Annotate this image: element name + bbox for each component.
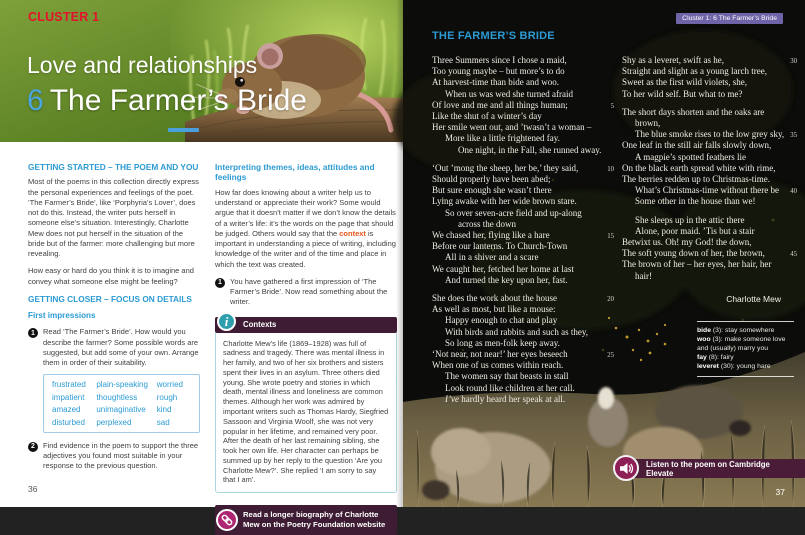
poem-line: The women say that beasts in stall [445, 371, 569, 382]
glossary-entry: bide (3): stay somewhere [697, 326, 775, 334]
task-1 [28, 327, 200, 368]
poem-line: hair! [635, 270, 652, 281]
task-2-text: Find evidence in the poem to support the three adjectives you found most suitable in your response to the previous question. [43, 440, 199, 471]
poem-line: Should properly have been abed; [432, 174, 551, 185]
context-keyword: context [339, 228, 366, 238]
task-writer-text: You have gathered a first impression of ‘The Farmer’s Bride’. Now read something about the writer. [230, 276, 388, 307]
poem-line: She does the work about the house 20 [432, 293, 614, 304]
line-number: 30 [790, 58, 797, 65]
poem-line: Look round like children at her call. [445, 382, 575, 393]
poem-line: Happy enough to chat and play [445, 315, 558, 326]
poem-column-2 [622, 55, 797, 412]
left-page-content [0, 142, 403, 535]
context-paragraph-post: is important in understanding a piece of writing, including knowledge of the writer and of the time and place in which the text was created. [215, 228, 396, 269]
poem-line: We caught her, fetched her home at last [432, 263, 574, 274]
line-number: 35 [790, 132, 797, 140]
poem-line: What’s Christmas-time without there be 40 [622, 185, 797, 196]
unit-number: 6 [27, 84, 44, 117]
poem-line: Three Summers since I chose a maid, [432, 55, 567, 65]
task-1-text: Read ‘The Farmer’s Bride’. How would you describe the farmer? Some possible words are suggested, but add some of your own. Arrange them in order of their suitability. [43, 327, 199, 368]
unit-title [27, 84, 307, 118]
poem-line: On the black earth spread white with rime, [622, 162, 776, 173]
poem-title: THE FARMER’S BRIDE [432, 30, 555, 42]
column-interpreting [215, 158, 397, 535]
word-option: impatient [52, 392, 85, 402]
context-paragraph-pre: How far does knowing about a writer help us to understand or appreciate their work? Some would argue that it doesn’t matter if we don’t know the details of a writer’s life: it’s the words on the page that should be judged. Others would say that the [215, 187, 396, 238]
poem-line: The short days shorten and the oaks are [622, 106, 765, 117]
subheading-first-impressions: First impressions [28, 311, 96, 321]
poem-line: Sweet as the first wild violets, she, [622, 77, 747, 88]
column-getting-started [28, 158, 200, 535]
heading-interpreting: Interpreting themes, ideas, attitudes and feelings [215, 162, 375, 183]
poem-line: The blue smoke rises to the low grey sky, 35 [622, 129, 797, 140]
word-option: frustrated [52, 380, 86, 390]
poem-stanza [432, 293, 614, 405]
line-number: 20 [607, 296, 614, 304]
poem-line: So over seven-acre field and up-along [445, 207, 582, 218]
title-underline [168, 128, 199, 132]
poem-line: One night, in the Fall, she runned away. [458, 144, 602, 155]
task-writer [215, 277, 397, 308]
poem-line: Betwixt us. Oh! my God! the down, [622, 237, 752, 248]
line-number: 40 [790, 188, 797, 196]
poem-line: Alone, poor maid. ’Tis but a stair [635, 225, 755, 236]
line-number: 10 [607, 165, 614, 173]
right-page [403, 0, 805, 507]
word-suggestion-box [43, 374, 200, 433]
poem-stanza [622, 55, 797, 100]
poem-stanza [432, 55, 614, 156]
poem-line: Lying awake with her wide brown stare. [432, 196, 577, 207]
poem-line: brown, [635, 118, 661, 129]
contexts-box [215, 313, 397, 493]
poem-line: Shy as a leveret, swift as he, 30 [622, 55, 797, 66]
word-option: kind [156, 405, 172, 415]
running-header-tag: Cluster 1: 6 The Farmer’s Bride [676, 13, 783, 24]
series-title: Love and relationships [27, 52, 258, 78]
poem-line: Of love and me and all things human; 5 [432, 100, 614, 111]
line-number: 25 [607, 352, 614, 360]
line-number: 45 [790, 251, 797, 259]
poem-line: She sleeps up in the attic there [635, 214, 745, 225]
page-number-left: 36 [28, 484, 38, 494]
poem-line: At harvest-time than bide and woo. [432, 77, 559, 88]
glossary-entry: woo (3): make someone love and (usually) marry you [697, 335, 786, 352]
poem-line: Some other in the house than we! [635, 196, 756, 207]
contexts-box-body: Charlotte Mew’s life (1869–1928) was full of sadness and tragedy. There was mental illness in her family, and two of her six brothers and sisters spent their lives in an asylum. Three others died young. She wrote poetry and stories in which death, mental illness and loneliness are common themes. Although her work was admired by important writers such as Thomas Hardy, Siegfried Sassoon and Virginia Woolf, she was not very popular in her lifetime, and remained very poor. After the death of her last remaining sibling, she took her own life. Her character can perhaps be summed up by her reply to the question ‘Are you Charlotte Mew?’. She replied ‘I am sorry to say that I am’. [215, 333, 397, 493]
poem-line: Before our lanterns. To Church-Town [432, 241, 568, 252]
poem-line: The berries redden up to Christmas-time. [622, 174, 770, 185]
poem-line: But sure enough she wasn’t there [432, 185, 552, 196]
heading-getting-started: GETTING STARTED – THE POEM AND YOU [28, 162, 199, 172]
left-page-header [0, 0, 403, 142]
contexts-box-header [215, 313, 397, 333]
left-page [0, 0, 403, 530]
task-number-badge: 1 [28, 328, 38, 338]
poem-line: The brown of her – her eyes, her hair, her [622, 259, 772, 270]
word-option: sad [156, 417, 170, 427]
poem-column-1 [432, 55, 614, 412]
word-option: perplexed [96, 417, 132, 427]
poem-line: With birds and rabbits and such as they, [445, 326, 589, 337]
poem-line: ‘Out ’mong the sheep, her be,’ they said, 10 [432, 163, 614, 174]
poem-line: Her smile went out, and ’twasn’t a woman – [432, 122, 592, 133]
word-option: worried [156, 380, 183, 390]
word-option: disturbed [52, 417, 85, 427]
word-option: amazed [52, 405, 81, 415]
line-number: 15 [607, 233, 614, 241]
word-option: unimaginative [96, 405, 146, 415]
poem-line: I’ve hardly heard her speak at all. [445, 393, 566, 404]
poem-line: across the down [458, 218, 516, 229]
word-option: rough [156, 392, 178, 402]
word-option: plain-speaking [96, 380, 148, 390]
glossary-box [697, 321, 794, 377]
question-paragraph: How easy or hard do you think it is to imagine and convey what someone else might be feeling? [28, 266, 194, 286]
poem-line: ‘Not near, not near!’ her eyes beseech 25 [432, 349, 614, 360]
poem-line: More like a little frightened fay. [445, 133, 560, 144]
poem-line: We chased her, flying like a hare 15 [432, 230, 614, 241]
biography-link-label: Read a longer biography of Charlotte Mew on the Poetry Foundation website [243, 510, 386, 530]
poem-line: As well as most, but like a mouse: [432, 304, 556, 315]
poem-stanza [622, 215, 797, 282]
task-number-badge: 2 [28, 442, 38, 452]
info-icon: i [217, 312, 236, 331]
poet-attribution: Charlotte Mew [726, 293, 781, 304]
glossary-entry: leveret (30): young hare [697, 362, 771, 370]
poem-line: Straight and slight as a young larch tree, [622, 66, 767, 77]
context-paragraph [215, 188, 397, 270]
page-number-right: 37 [775, 487, 785, 497]
heading-getting-closer: GETTING CLOSER – FOCUS ON DETAILS [28, 294, 192, 305]
poem-stanza [622, 107, 797, 208]
unit-title-text: The Farmer’s Bride [49, 84, 307, 117]
contexts-box-title: Contexts [243, 320, 277, 330]
poem-line: One leaf in the still air falls slowly down, [622, 140, 772, 151]
poem [432, 55, 797, 412]
poem-line: And turned the key upon her, fast. [445, 274, 568, 285]
link-chain-icon [216, 509, 238, 531]
intro-paragraph: Most of the poems in this collection directly express the personal experiences and feelings of the poet. ‘The Farmer’s Bride’, like ‘Porphyria’s Lover’, does not do this. Instead, the writer puts herself in someone else’s situation. Interestingly, Charlotte Mew does not put herself in the situation of the bride but of the farmer: more challenging but more revealing. [28, 177, 199, 259]
listen-button-label: Listen to the poem on Cambridge Elevate [646, 459, 770, 478]
task-2 [28, 441, 200, 472]
task-number-badge: 1 [215, 278, 225, 288]
poem-line: All in a shiver and a scare [445, 252, 539, 263]
poem-line: Like the shut of a winter’s day [432, 111, 542, 122]
poem-line: So long as men-folk keep away. [445, 337, 560, 348]
speaker-icon [613, 455, 639, 481]
cluster-label: CLUSTER 1 [28, 10, 100, 24]
poem-line: The soft young down of her, the brown, 45 [622, 248, 797, 259]
listen-button[interactable] [627, 459, 805, 478]
biography-link-button[interactable] [215, 505, 397, 535]
poem-line: Too young maybe – but more’s to do [432, 66, 565, 77]
glossary-entry: fay (8): fairy [697, 353, 734, 361]
poem-line: To her wild self. But what to me? [622, 88, 743, 99]
word-option: thoughtless [96, 392, 138, 402]
poem-line: A magpie’s spotted feathers lie [635, 151, 746, 162]
line-number: 5 [610, 102, 614, 110]
poem-line: When one of us comes within reach. [432, 360, 564, 371]
poem-stanza [432, 163, 614, 286]
poem-line: When us was wed she turned afraid [445, 88, 573, 99]
